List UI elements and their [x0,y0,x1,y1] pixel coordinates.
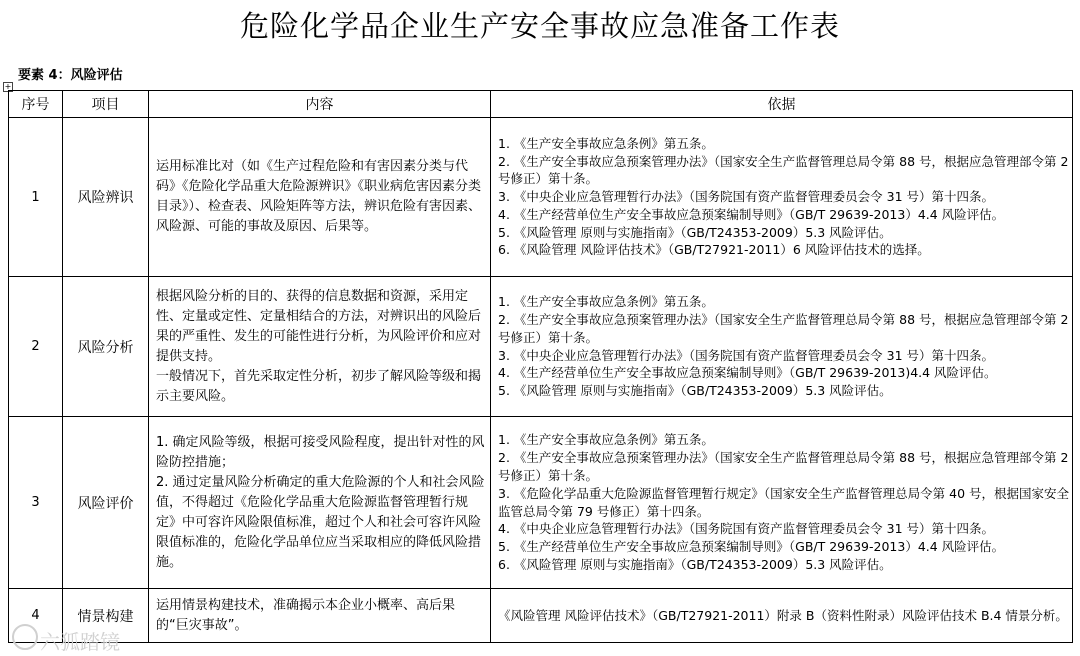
watermark-logo-icon [12,624,38,650]
header-basis: 依据 [491,91,1073,118]
table-row [9,417,1073,589]
basis-line: 《风险管理 风险评估技术》（GB/T27921-2011）附录 B（资料性附录）风险评估技术 B.4 情景分析。 [498,607,1068,623]
basis-line: 4. 《生产经营单位生产安全事故应急预案编制导则》（GB/T 29639-2013)4.4 风险评估。 [498,365,997,381]
basis-line: 1. 《生产安全事故应急条例》第五条。 [498,135,714,151]
table-header-row [9,91,1073,118]
page-title: 危险化学品企业生产安全事故应急准备工作表 [239,9,840,43]
basis-line: 5. 《生产经营单位生产安全事故应急预案编制导则》（GB/T 29639-2013）4.4 风险评估。 [498,539,1005,555]
content-paragraph: 根据风险分析的目的、获得的信息数据和资源，采用定性、定量或定性、定量相结合的方法，对辨识出的风险后果的严重性、发生的可能性进行分析，为风险评价和应对提供支持。 [156,288,482,364]
content-paragraph: 1. 确定风险等级，根据可接受风险程度，提出针对性的风险防控措施； [156,434,485,470]
basis-line: 6. 《风险管理 风险评估技术》（GB/T27921-2011）6 风险评估技术的选择。 [498,242,930,258]
row-item: 情景构建 [63,589,149,643]
table-row [9,589,1073,643]
basis-line: 2. 《生产安全事故应急预案管理办法》（国家安全生产监督管理总局令第 88 号，根据应急管理部令第 2 号修正）第十条。 [498,311,1069,345]
row-num: 2 [9,277,63,417]
header-item: 项目 [63,91,149,118]
row-num: 3 [9,417,63,589]
row-num: 1 [9,118,63,277]
row-basis [491,277,1073,417]
basis-line: 4. 《中央企业应急管理暂行办法》（国务院国有资产监督管理委员会令 31 号）第十四条。 [498,521,995,537]
row-content [149,118,491,277]
basis-line: 1. 《生产安全事故应急条例》第五条。 [498,294,714,310]
section-heading: 要素 4：风险评估 [18,68,123,83]
basis-line: 5. 《风险管理 原则与实施指南》（GB/T24353-2009）5.3 风险评估。 [498,383,892,399]
row-content [149,277,491,417]
row-content [149,417,491,589]
table-row [9,118,1073,277]
basis-line: 2. 《生产安全事故应急预案管理办法》（国家安全生产监督管理总局令第 88 号，根据应急管理部令第 2 号修正）第十条。 [498,450,1069,483]
row-item: 风险辨识 [63,118,149,277]
basis-line: 2. 《生产安全事故应急预案管理办法》（国家安全生产监督管理总局令第 88 号，根据应急管理部令第 2 号修正）第十条。 [498,153,1069,187]
row-basis [491,118,1073,277]
basis-line: 1. 《生产安全事故应急条例》第五条。 [498,432,714,448]
row-item: 风险分析 [63,277,149,417]
risk-assessment-table [8,90,1073,643]
row-basis [491,417,1073,589]
basis-line: 3. 《中央企业应急管理暂行办法》（国务院国有资产监督管理委员会令 31 号）第十四条。 [498,347,995,363]
table-anchor-icon[interactable]: + [4,82,12,91]
row-num: 4 [9,589,63,643]
content-paragraph: 运用情景构建技术，准确揭示本企业小概率、高后果的“巨灾事故”。 [156,597,456,633]
content-paragraph: 运用标准比对（如《生产过程危险和有害因素分类与代码》《危险化学品重大危险源辨识》《职业病危害因素分类目录》）、检查表、风险矩阵等方法，辨识危险有害因素、风险源、可能的事故及原因、后果等。 [156,159,482,234]
header-num: 序号 [9,91,63,118]
content-paragraph: 2. 通过定量风险分析确定的重大危险源的个人和社会风险值，不得超过《危险化学品重大危险源监督管理暂行规定》中可容许风险限值标准，超过个人和社会可容许风险限值标准的，危险化学品单位应当采取相应的降低风险措施。 [156,474,485,570]
header-content: 内容 [149,91,491,118]
row-content [149,589,491,643]
row-item: 风险评价 [63,417,149,589]
content-paragraph: 一般情况下，首先采取定性分析，初步了解风险等级和揭示主要风险。 [156,368,482,404]
basis-line: 4. 《生产经营单位生产安全事故应急预案编制导则》（GB/T 29639-2013）4.4 风险评估。 [498,206,1005,222]
watermark: 六狐踏镜 [40,630,120,654]
basis-line: 6. 《风险管理 原则与实施指南》（GB/T24353-2009）5.3 风险评估。 [498,556,892,572]
basis-line: 3. 《中央企业应急管理暂行办法》（国务院国有资产监督管理委员会令 31 号）第十四条。 [498,189,995,205]
basis-line: 3. 《危险化学品重大危险源监督管理暂行规定》（国家安全生产监督管理总局令第 40 号，根据国家安全监管总局令第 79 号修正）第十四条。 [498,485,1070,519]
row-basis [491,589,1073,643]
basis-line: 5. 《风险管理 原则与实施指南》（GB/T24353-2009）5.3 风险评估。 [498,224,892,240]
table-row [9,277,1073,417]
